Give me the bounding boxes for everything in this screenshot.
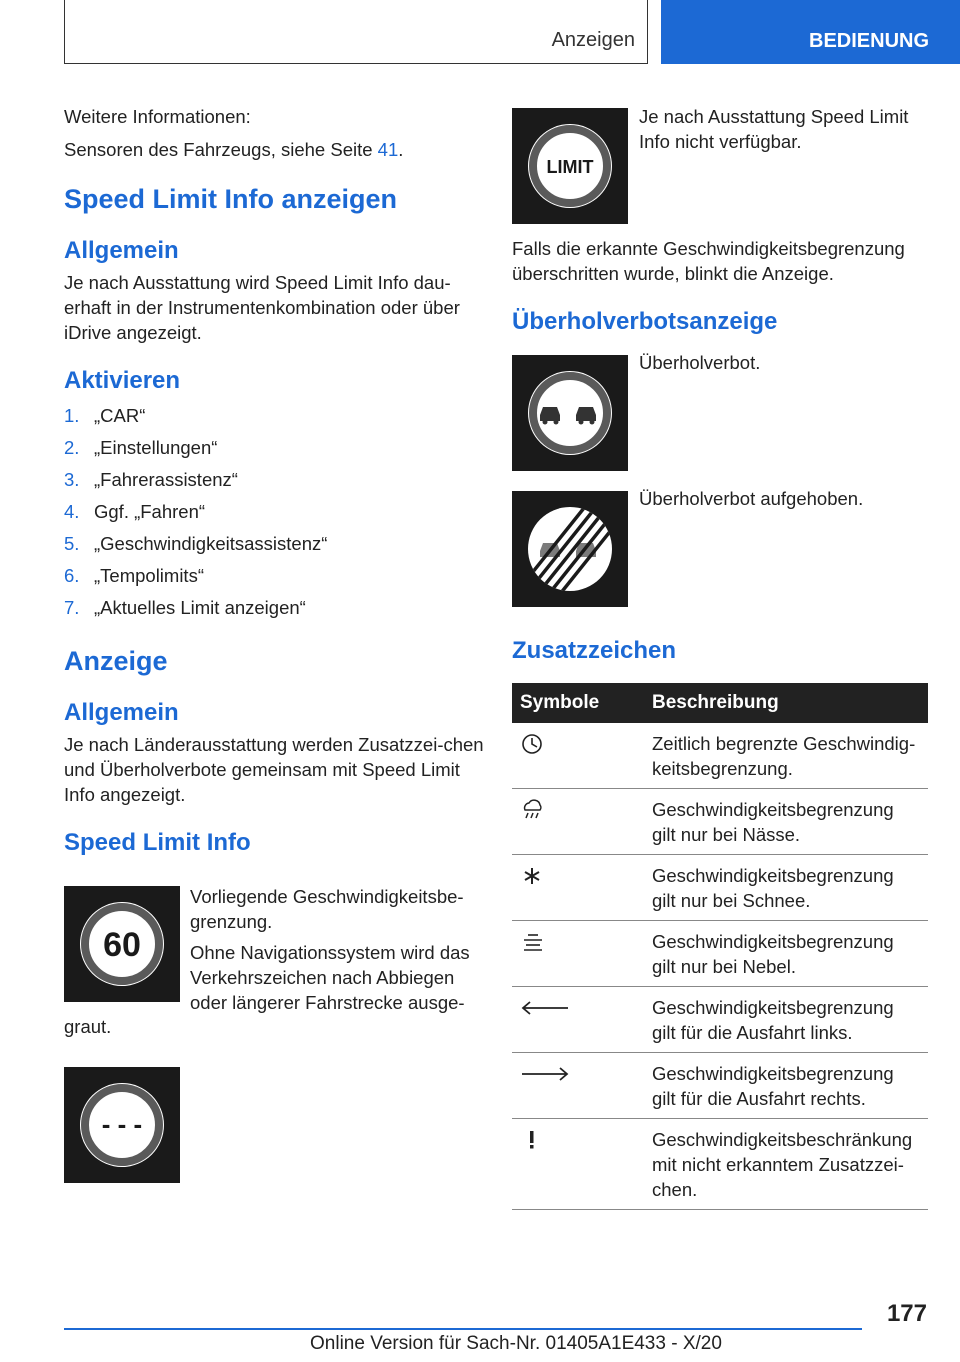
table-cell-description: Geschwindigkeitsbegrenzung gilt nur bei Nebel. xyxy=(644,921,928,987)
table-row xyxy=(512,921,928,987)
list-item: 5. „Geschwindigkeitsassistenz“ xyxy=(64,533,328,554)
rain-icon xyxy=(520,799,546,821)
sli-text-2b: graut. xyxy=(64,1016,112,1037)
table-header-row xyxy=(512,683,928,723)
allgemein-2-text: Je nach Länderausstattung werden Zusatzzei-chen und Überholverbote gemeinsam mit Speed Limit Info angezeigt. xyxy=(64,734,484,805)
snowflake-icon xyxy=(520,865,546,887)
table-row xyxy=(512,1053,928,1119)
subtitle-allgemein-1: Allgemein xyxy=(64,237,179,264)
end-no-overtaking-sign xyxy=(512,491,628,607)
speed-limit-grey-sign xyxy=(64,1067,180,1183)
limit-text-block xyxy=(639,104,935,154)
ueberholverbot-aufgehoben-text: Überholverbot aufgehoben. xyxy=(639,488,864,509)
table-row xyxy=(512,723,928,789)
arrow-right-icon xyxy=(520,1063,570,1085)
speed-limit-60-sign xyxy=(64,886,180,1002)
info-text: Sensoren des Fahrzeugs, siehe Seite 41. xyxy=(64,139,404,160)
sli-text-block xyxy=(190,884,482,1015)
table-row xyxy=(512,789,928,855)
col-header-symbole: Symbole xyxy=(512,683,644,723)
title-anzeige: Anzeige xyxy=(64,646,168,676)
table-cell-description: Geschwindigkeitsbeschränkung mit nicht erkanntem Zusatzzei-chen. xyxy=(644,1119,928,1210)
subtitle-speed-limit-info: Speed Limit Info xyxy=(64,829,251,856)
sli-text-2: Ohne Navigationssystem wird das Verkehrszeichen nach Abbiegen oder längerer Fahrstrecke ausge- xyxy=(190,942,470,1013)
table-cell-description: Geschwindigkeitsbegrenzung gilt nur bei Nässe. xyxy=(644,789,928,855)
page-link[interactable]: 41 xyxy=(377,139,399,160)
header-section-title: Anzeigen xyxy=(551,29,635,51)
left-column xyxy=(64,104,484,857)
subtitle-ueberholverbot: Überholverbotsanzeige xyxy=(512,308,778,335)
header-chapter-title: BEDIENUNG xyxy=(809,30,930,52)
title-speed-limit-info: Speed Limit Info anzeigen xyxy=(64,184,398,214)
zusatzzeichen-table xyxy=(512,683,928,1210)
list-item: 2. „Einstellungen“ xyxy=(64,437,218,458)
no-overtaking-sign xyxy=(512,355,628,471)
list-item: 7. „Aktuelles Limit anzeigen“ xyxy=(64,597,306,618)
col-header-beschreibung: Beschreibung xyxy=(644,683,928,723)
dash-sign-label: - - - xyxy=(101,1109,143,1139)
ueberholverbot-text: Überholverbot. xyxy=(639,352,761,373)
limit-not-available-sign xyxy=(512,108,628,224)
exclamation-icon xyxy=(520,1129,546,1151)
table-row xyxy=(512,855,928,921)
limit-sign-label: LIMIT xyxy=(546,157,594,177)
exceed-text: Falls die erkannte Geschwindigkeitsbegrenzung überschritten wurde, blinkt die Anzeige. xyxy=(512,238,905,284)
list-item: 4. Ggf. „Fahren“ xyxy=(64,501,206,522)
info-heading: Weitere Informationen: xyxy=(64,106,251,127)
list-item: 6. „Tempolimits“ xyxy=(64,565,204,586)
footer-divider xyxy=(64,1328,862,1330)
sign-60-label: 60 xyxy=(103,926,141,964)
header-section-box xyxy=(64,0,648,64)
table-cell-description: Geschwindigkeitsbegrenzung gilt für die Ausfahrt links. xyxy=(644,987,928,1053)
clock-icon xyxy=(520,733,546,755)
steps-list xyxy=(64,400,484,624)
sli-text-1: Vorliegende Geschwindigkeitsbe-grenzung. xyxy=(190,886,464,932)
list-item: 1. „CAR“ xyxy=(64,405,146,426)
subtitle-aktivieren: Aktivieren xyxy=(64,367,181,394)
arrow-left-icon xyxy=(520,997,570,1019)
page-number: 177 xyxy=(886,1300,927,1327)
limit-text: Je nach Ausstattung Speed Limit Info nicht verfügbar. xyxy=(639,106,909,152)
right-column-text xyxy=(512,236,932,336)
subtitle-zusatzzeichen: Zusatzzeichen xyxy=(512,637,677,664)
fog-icon xyxy=(520,931,546,953)
allgemein-1-text: Je nach Ausstattung wird Speed Limit Info dau-erhaft in der Instrumentenkombination oder über iDrive angezeigt. xyxy=(64,272,460,343)
subtitle-allgemein-2: Allgemein xyxy=(64,699,179,726)
table-row xyxy=(512,1119,928,1210)
table-row xyxy=(512,987,928,1053)
footer-text: Online Version für Sach-Nr. 01405A1E433 - X/20 xyxy=(310,1333,722,1354)
table-cell-description: Zeitlich begrenzte Geschwindig-keitsbegrenzung. xyxy=(644,723,928,789)
list-item: 3. „Fahrerassistenz“ xyxy=(64,469,238,490)
header-chapter-tab xyxy=(661,0,960,64)
table-cell-description: Geschwindigkeitsbegrenzung gilt für die Ausfahrt rechts. xyxy=(644,1053,928,1119)
table-cell-description: Geschwindigkeitsbegrenzung gilt nur bei Schnee. xyxy=(644,855,928,921)
